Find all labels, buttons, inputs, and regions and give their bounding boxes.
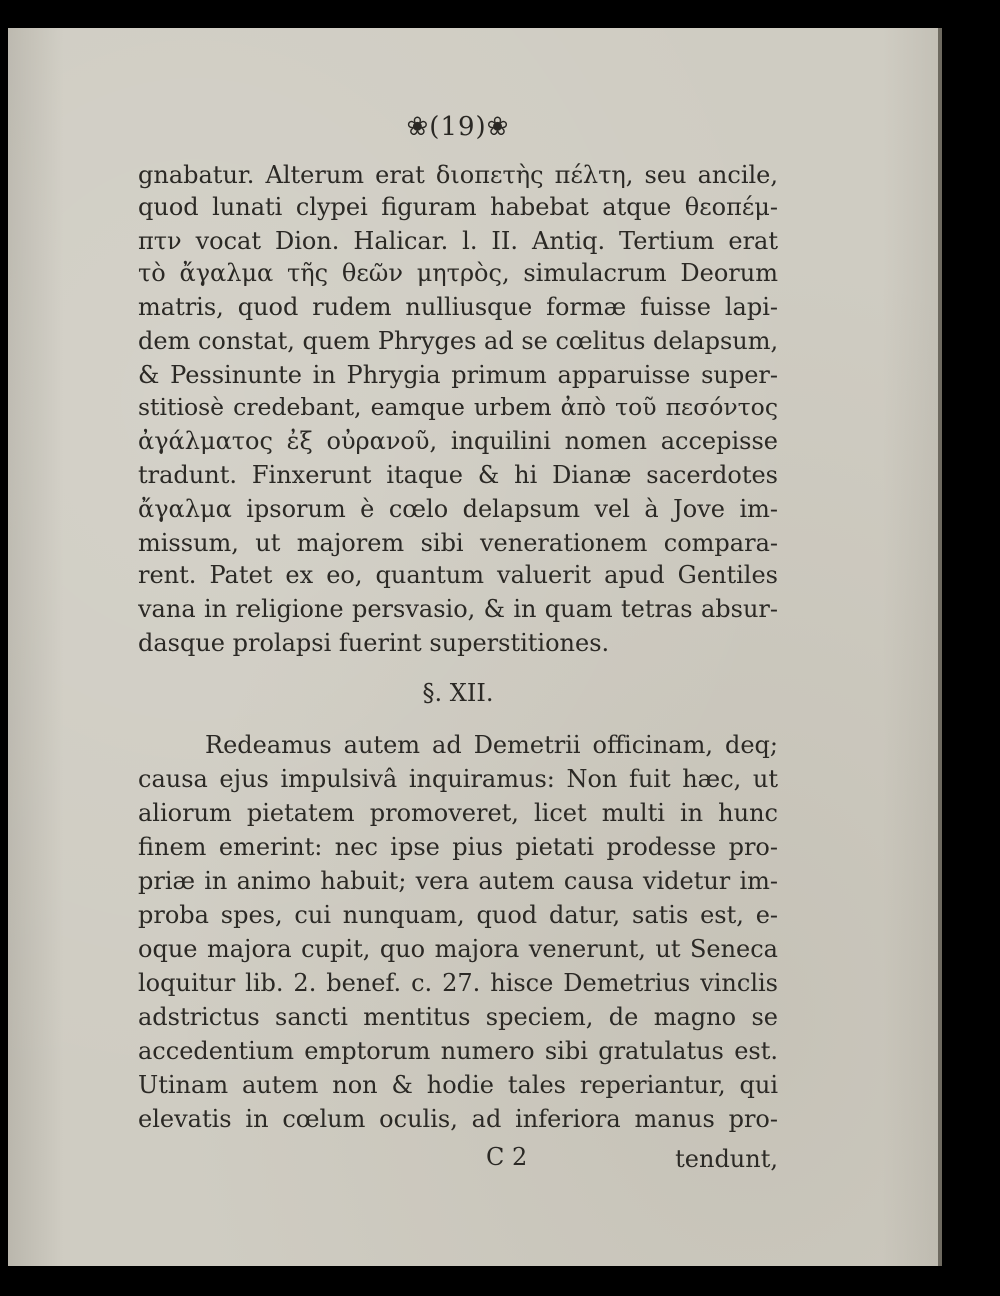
text-line: τὸ ἄγαλμα τῆς θεῶν μητρὸς, simulacrum Deorum [138, 259, 778, 287]
text-line: proba spes, cui nunquam, quod datur, satis est, e- [138, 901, 778, 929]
text-line: Redeamus autem ad Demetrii officinam, deq; [205, 731, 778, 759]
text-line: ἄγαλμα ipsorum è cœlo delapsum vel à Jove im- [138, 495, 778, 523]
text-line: elevatis in cœlum oculis, ad inferiora manus pro- [138, 1105, 778, 1133]
text-line: rent. Patet ex eo, quantum valuerit apud Gentiles [138, 561, 778, 589]
text-line: ἀγάλματος ἐξ οὐρανοῦ, inquilini nomen accepisse [138, 427, 778, 455]
text-line: vana in religione persvasio, & in quam tetras absur- [138, 595, 778, 623]
text-line: dasque prolapsi fuerint superstitiones. [138, 629, 610, 657]
text-line: adstrictus sancti mentitus speciem, de magno se [138, 1003, 778, 1031]
text-line: oque majora cupit, quo majora venerunt, ut Seneca [138, 935, 778, 963]
text-line: gnabatur. Alterum erat διοπετὴς πέλτη, seu ancile, [138, 161, 778, 189]
text-line: missum, ut majorem sibi venerationem compara- [138, 529, 778, 557]
text-line: tradunt. Finxerunt itaque & hi Dianæ sacerdotes [138, 461, 778, 489]
text-line: & Pessinunte in Phrygia primum apparuisse super- [138, 361, 778, 389]
text-line: priæ in animo habuit; vera autem causa videtur im- [138, 867, 778, 895]
section-heading: §. XII. [422, 679, 494, 707]
text-line: stitiosè credebant, eamque urbem ἀπὸ τοῦ πεσόντος [138, 393, 778, 421]
signature-mark: C 2 [486, 1143, 528, 1171]
page-edge [938, 28, 942, 1266]
catchword: tendunt, [675, 1145, 778, 1173]
text-line: loquitur lib. 2. benef. c. 27. hisce Demetrius vinclis [138, 969, 778, 997]
text-line: causa ejus impulsivâ inquiramus: Non fuit hæc, ut [138, 765, 778, 793]
text-line: aliorum pietatem promoveret, licet multi in hunc [138, 799, 778, 827]
text-line: matris, quod rudem nulliusque formæ fuisse lapi- [138, 293, 778, 321]
text-line: quod lunati clypei figuram habebat atque θεοπέμ- [138, 193, 778, 221]
text-line: Utinam autem non & hodie tales reperiantur, qui [138, 1071, 778, 1099]
text-line: accedentium emptorum numero sibi gratulatus est. [138, 1037, 778, 1065]
text-line: dem constat, quem Phryges ad se cœlitus delapsum, [138, 327, 778, 355]
page-number-header: ❀(19)❀ [406, 112, 510, 142]
text-line: finem emerint: nec ipse pius pietati prodesse pro- [138, 833, 778, 861]
text-line: πτν vocat Dion. Halicar. l. II. Antiq. Tertium erat [138, 227, 778, 255]
